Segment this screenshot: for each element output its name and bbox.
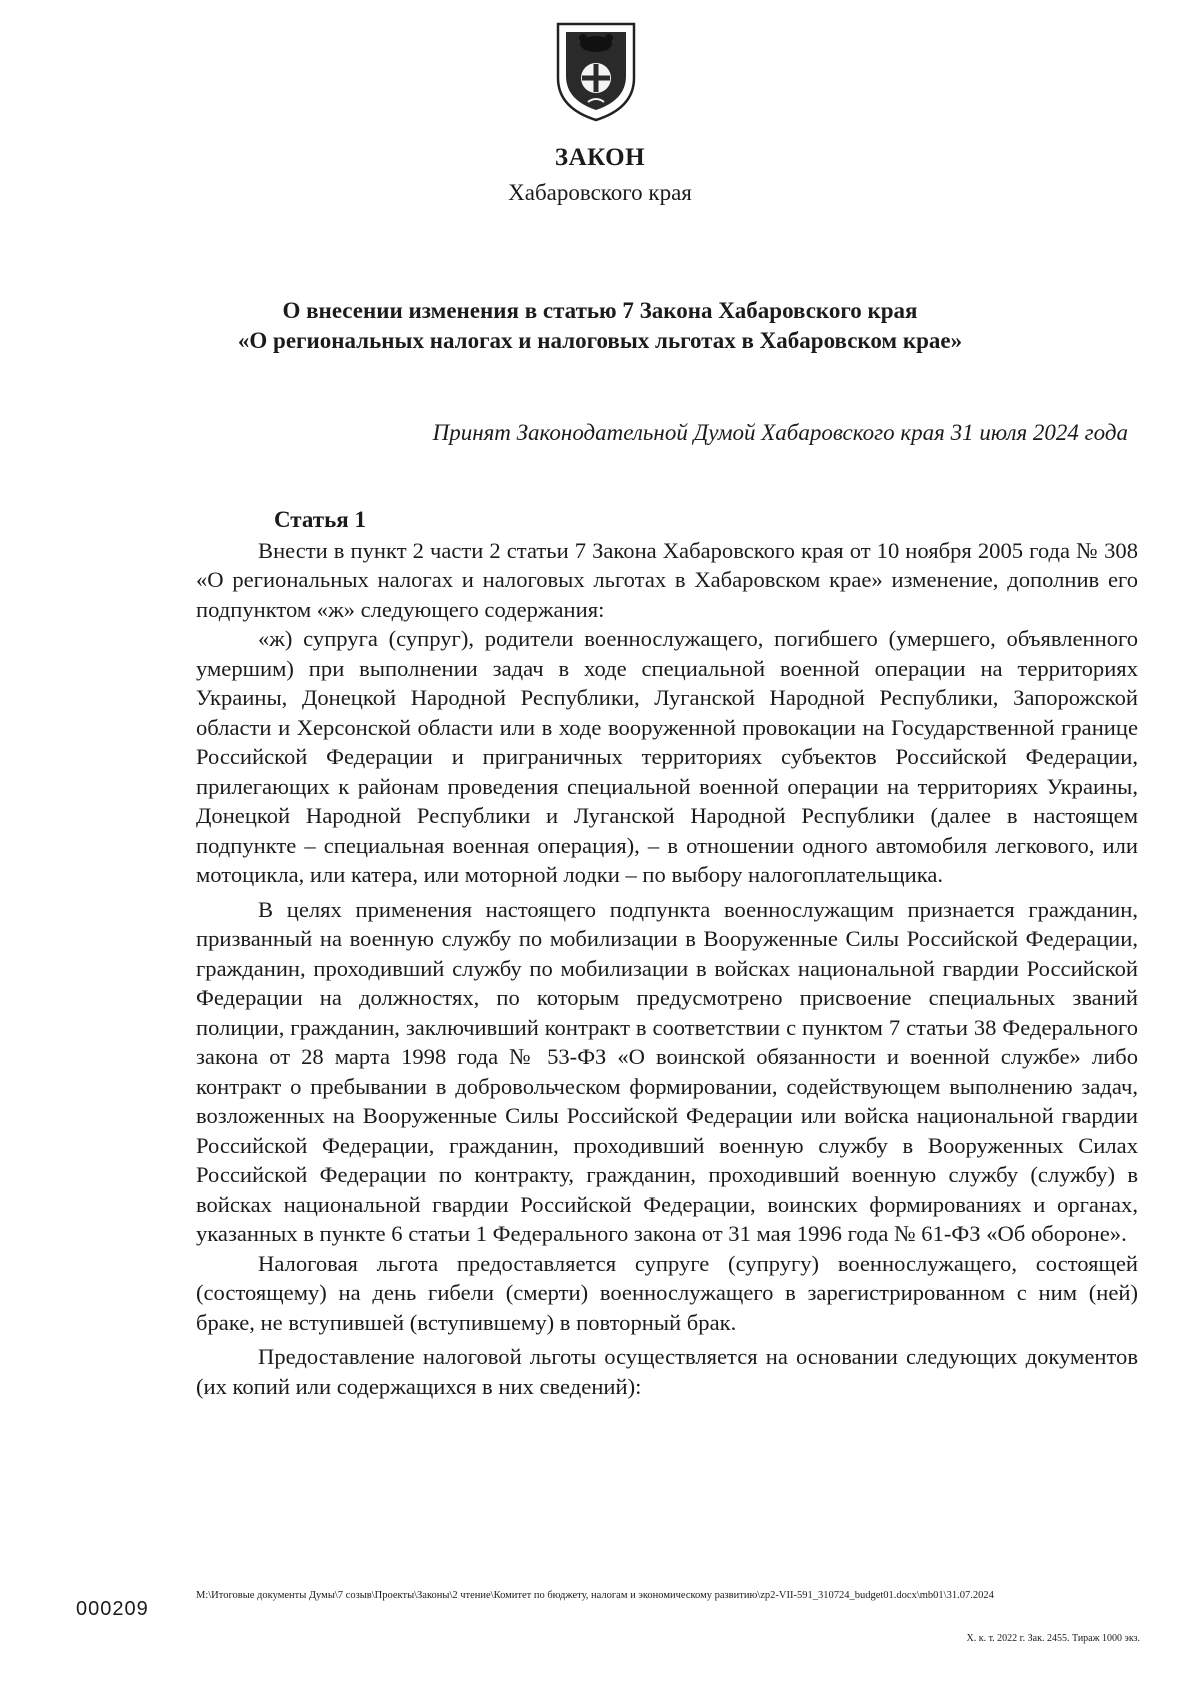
article-paragraph: В целях применения настоящего подпункта военнослужащим признается гражданин, призванный на военную службу по мобилизации в Вооруженные Силы Российской Федерации, гражданин, проходивший службу по мобилизации в войсках национальной гвардии Российской Федерации на должностях, по которым предусмотрено присвоение специальных званий полиции, гражданин, заключивший контракт в соответствии с пунктом 7 статьи 38 Федерального закона от 28 марта 1998 года № 53-ФЗ «О воинской обязанности и военной службе» либо контракт о пребывании в добровольческом формировании, содействующем выполнению задач, возложенных на Вооруженные Силы Российской Федерации или войска национальной гвардии Российской Федерации, гражданин, проходивший военную службу в Вооруженных Силах Российской Федерации по контракту, гражданин, проходивший военную службу (службу) в войсках национальной гвардии Российской Федерации, воинских формированиях и органах, указанных в пункте 6 статьи 1 Федерального закона от 31 мая 1996 года № 61-ФЗ «Об обороне». (196, 896, 1138, 1246)
article-heading: Статья 1 (274, 507, 366, 532)
article-paragraph: Предоставление налоговой льготы осуществляется на основании следующих документов (их копий или содержащихся в них сведений): (196, 1344, 1138, 1399)
article-body (196, 505, 1138, 1401)
article-paragraph: «ж) супруга (супруг), родители военнослужащего, погибшего (умершего, объявленного умершим) при выполнении задач в ходе специальной военной операции на территориях Украины, Донецкой Народной Республики, Луганской Народной Республики, Запорожской области и Херсонской области или в ходе вооруженной провокации на Государственной границе Российской Федерации и приграничных территориях субъектов Российской Федерации, прилегающих к районам проведения специальной военной операции на территориях Украины, Донецкой Народной Республики и Луганской Народной Республики (далее в настоящем подпункте – специальная военная операция), – в отношении одного автомобиля легкового, или мотоцикла, или катера, или моторной лодки – по выбору налогоплательщика. (196, 626, 1138, 887)
file-path: M:\Итоговые документы Думы\7 созыв\Проекты\Законы\2 чтение\Комитет по бюджету, налогам и экономическому развитию\zp2-VII-591_310724_budget01.docx\mb01\31.07.2024 (196, 1590, 994, 1601)
adoption-note: Принят Законодательной Думой Хабаровского края 31 июля 2024 года (432, 420, 1128, 445)
law-name (180, 296, 1020, 356)
document-code: 000209 (76, 1598, 149, 1620)
article-paragraph: Налоговая льгота предоставляется супруге (супругу) военнослужащего, состоящей (состоящему) на день гибели (смерти) военнослужащего в зарегистрированном с ним (ней) браке, не вступившей (вступившему) в повторный брак. (196, 1250, 1138, 1335)
article-paragraph: Внести в пункт 2 части 2 статьи 7 Закона Хабаровского края от 10 ноября 2005 года № 308 «О региональных налогах и налоговых льготах в Хабаровском крае» изменение, дополнив его подпунктом «ж» следующего содержания: (196, 537, 1138, 622)
law-name-line-1: О внесении изменения в статью 7 Закона Хабаровского края (282, 298, 918, 323)
document-subtitle: Хабаровского края (508, 180, 692, 205)
document-title: ЗАКОН (554, 144, 646, 171)
law-name-line-2: «О региональных налогах и налоговых льготах в Хабаровском крае» (237, 328, 963, 353)
coat-of-arms-icon (552, 20, 640, 124)
print-info: Х. к. т. 2022 г. Зак. 2455. Тираж 1000 экз. (966, 1633, 1140, 1644)
